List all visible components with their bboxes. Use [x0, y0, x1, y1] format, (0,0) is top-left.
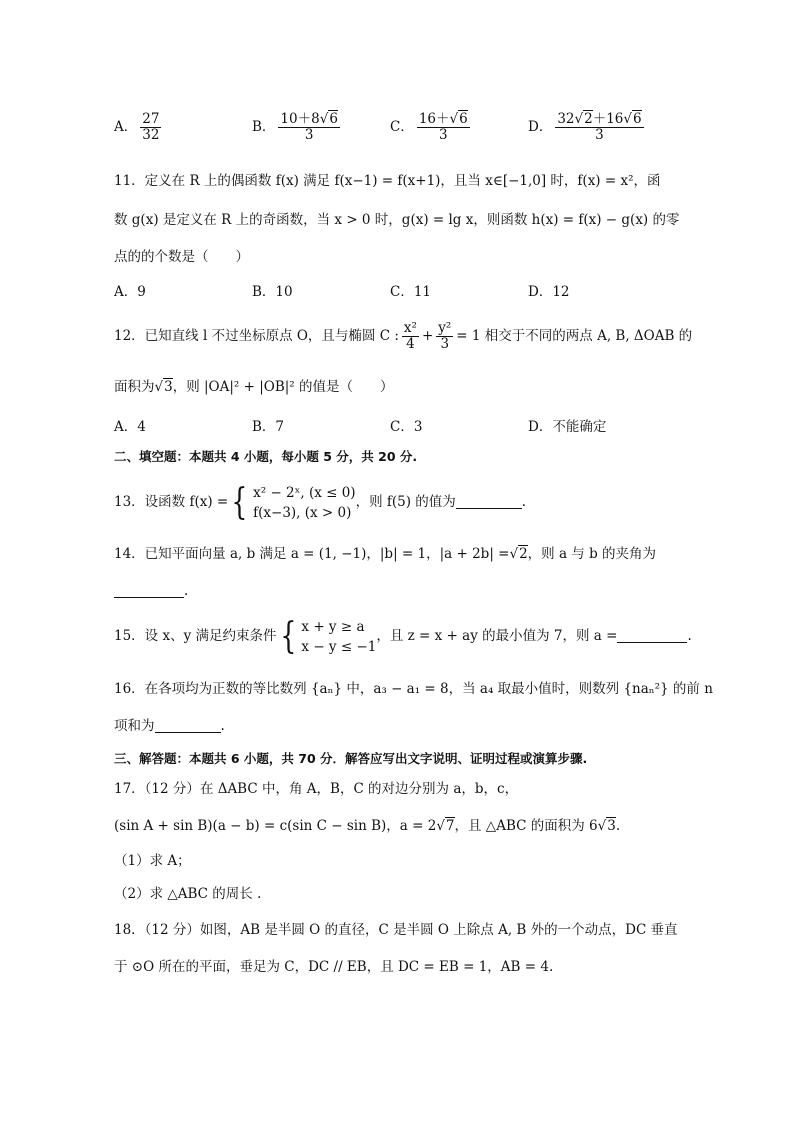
q17-line-2: (sin A + sin B)(a − b) = c(sin C − sin B)，a = 2√7，且 △ABC 的面积为 6√3.	[114, 818, 621, 834]
option-label: C．	[390, 119, 414, 135]
answer-blank[interactable]	[456, 494, 522, 509]
numerator: 10＋8√6	[280, 111, 338, 127]
fraction	[140, 112, 161, 143]
q15-text: 15．设 x、y 满足约束条件	[114, 628, 277, 644]
numerator: 16＋√6	[418, 111, 468, 127]
q16-end: .	[220, 718, 225, 734]
q14-end: .	[184, 583, 189, 599]
num-text: 10＋8	[280, 111, 320, 127]
q16-line-2	[114, 717, 225, 735]
q10-option-c	[390, 112, 473, 143]
q12-text: = 1 相交于不同的两点 A, B, ΔOAB 的	[456, 328, 693, 344]
answer-blank[interactable]	[114, 583, 184, 598]
num-text: 16＋	[418, 111, 450, 127]
denominator: 32	[142, 127, 160, 143]
q10-option-a	[114, 112, 164, 143]
radicand: 3	[607, 818, 616, 834]
q16-text: 项和为	[114, 718, 155, 734]
q18-line-1: 18．（12 分）如图，AB 是半圆 O 的直径，C 是半圆 O 上除点 A, B 外的一个动点，DC 垂直	[114, 922, 678, 938]
radicand: 6	[633, 111, 642, 127]
q11-option-a: A．9	[114, 284, 146, 300]
q15-text: ，且 z = x + ay 的最小值为 7，则 a =	[376, 628, 618, 644]
num-text: 32	[557, 111, 575, 127]
brace: {	[279, 615, 296, 657]
case-2: f(x−3), (x > 0)	[253, 504, 352, 521]
numerator: 27	[142, 111, 160, 127]
numerator: y²	[438, 320, 452, 336]
denominator: 4	[406, 336, 415, 352]
q12-line-2: 面积为√3，则 |OA|² + |OB|² 的值是（ ）	[114, 379, 394, 395]
q13-text: ，则 f(5) 的值为	[355, 494, 456, 510]
q12-option-c: C．3	[390, 419, 423, 435]
fraction	[555, 112, 643, 143]
section-heading-solutions: 三、解答题：本题共 6 小题，共 70 分．解答应写出文字说明、证明过程或演算步骤.	[114, 751, 588, 766]
q15-end: .	[687, 628, 692, 644]
q13-end: .	[521, 494, 527, 510]
option-label: D．	[528, 119, 553, 135]
fraction	[436, 321, 453, 352]
q14-text: 14．已知平面向量 a, b 满足 a = (1, −1)，|b| = 1，|a + 2b| =	[114, 546, 510, 562]
option-label: B．	[252, 119, 276, 135]
radicand: 3	[164, 379, 173, 395]
q17-line-1: 17．（12 分）在 ΔABC 中，角 A，B，C 的对边分别为 a，b，c，	[114, 781, 519, 797]
q17-end: .	[615, 818, 621, 834]
q12-line-1	[114, 318, 692, 354]
q17-part-1: （1）求 A；	[114, 853, 191, 869]
section-heading-fill-in: 二、填空题：本题共 4 小题，每小题 5 分，共 20 分.	[114, 449, 418, 464]
q11-line-1: 11．定义在 R 上的偶函数 f(x) 满足 f(x−1) = f(x+1)，且当 x∈[−1,0] 时，f(x) = x²，函	[114, 173, 661, 189]
q13-text: 13．设函数 f(x) =	[114, 494, 229, 510]
answer-blank[interactable]	[617, 628, 687, 643]
constraint-cases	[301, 617, 376, 657]
q15-line	[114, 614, 692, 658]
q11-option-c: C．11	[390, 284, 432, 300]
radicand: 6	[329, 111, 338, 127]
denominator: 3	[438, 127, 448, 143]
q10-option-b	[252, 112, 343, 143]
q17-text: ，且 △ABC 的面积为 6	[454, 818, 598, 834]
q11-line-2: 数 g(x) 是定义在 R 上的奇函数，当 x > 0 时，g(x) = lg x，则函数 h(x) = f(x) − g(x) 的零	[114, 212, 680, 228]
q10-option-d	[528, 112, 647, 143]
q13-line	[114, 480, 526, 524]
brace: {	[231, 481, 248, 523]
radicand: 2	[584, 111, 593, 127]
q11-line-3: 点的的个数是（ ）	[114, 249, 249, 265]
fraction	[417, 112, 470, 143]
q17-text: (sin A + sin B)(a − b) = c(sin C − sin B)，a = 2	[114, 818, 437, 834]
q17-part-2: （2）求 △ABC 的周长 .	[114, 886, 262, 902]
q18-line-2: 于 ⊙O 所在的平面，垂足为 C，DC // EB，且 DC = EB = 1，AB = 4.	[114, 959, 554, 975]
q11-option-b: B．10	[252, 284, 293, 300]
q12-text: 12．已知直线 l 不过坐标原点 O，且与椭圆 C :	[114, 328, 399, 344]
q12-option-a: A．4	[114, 419, 146, 435]
q16-line-1: 16．在各项均为正数的等比数列 {aₙ} 中，a₃ − a₁ = 8，当 a₄ 取最小值时，则数列 {naₙ²} 的前 n	[114, 681, 713, 697]
q14-line-1: 14．已知平面向量 a, b 满足 a = (1, −1)，|b| = 1，|a + 2b| =√2，则 a 与 b 的夹角为	[114, 546, 657, 562]
radicand: 2	[519, 546, 528, 562]
radicand: 7	[445, 818, 455, 834]
case-2: x − y ≤ −1	[301, 638, 377, 655]
radicand: 6	[459, 111, 468, 127]
case-1: x + y ≥ a	[301, 618, 365, 635]
case-1: x² − 2ˣ, (x ≤ 0)	[253, 484, 356, 501]
q12-text: ，则 |OA|² + |OB|² 的值是（ ）	[172, 379, 394, 395]
option-label: A．	[114, 119, 138, 135]
fraction	[278, 112, 339, 143]
num-text: ＋16	[592, 111, 624, 127]
fraction	[402, 321, 419, 352]
plus-sign: +	[421, 328, 434, 344]
q14-text: ，则 a 与 b 的夹角为	[527, 546, 657, 562]
q14-line-2	[114, 582, 188, 600]
q11-option-d: D．12	[528, 284, 570, 300]
q12-option-b: B．7	[252, 419, 285, 435]
numerator: 32√2＋16√6	[557, 111, 642, 127]
q12-text: 面积为	[114, 379, 155, 395]
denominator: 3	[595, 127, 604, 143]
piecewise-cases	[253, 483, 355, 523]
answer-blank[interactable]	[155, 718, 221, 733]
denominator: 3	[440, 336, 450, 352]
denominator: 3	[304, 127, 314, 143]
numerator: x²	[403, 320, 417, 336]
q12-option-d: D．不能确定	[528, 419, 607, 435]
